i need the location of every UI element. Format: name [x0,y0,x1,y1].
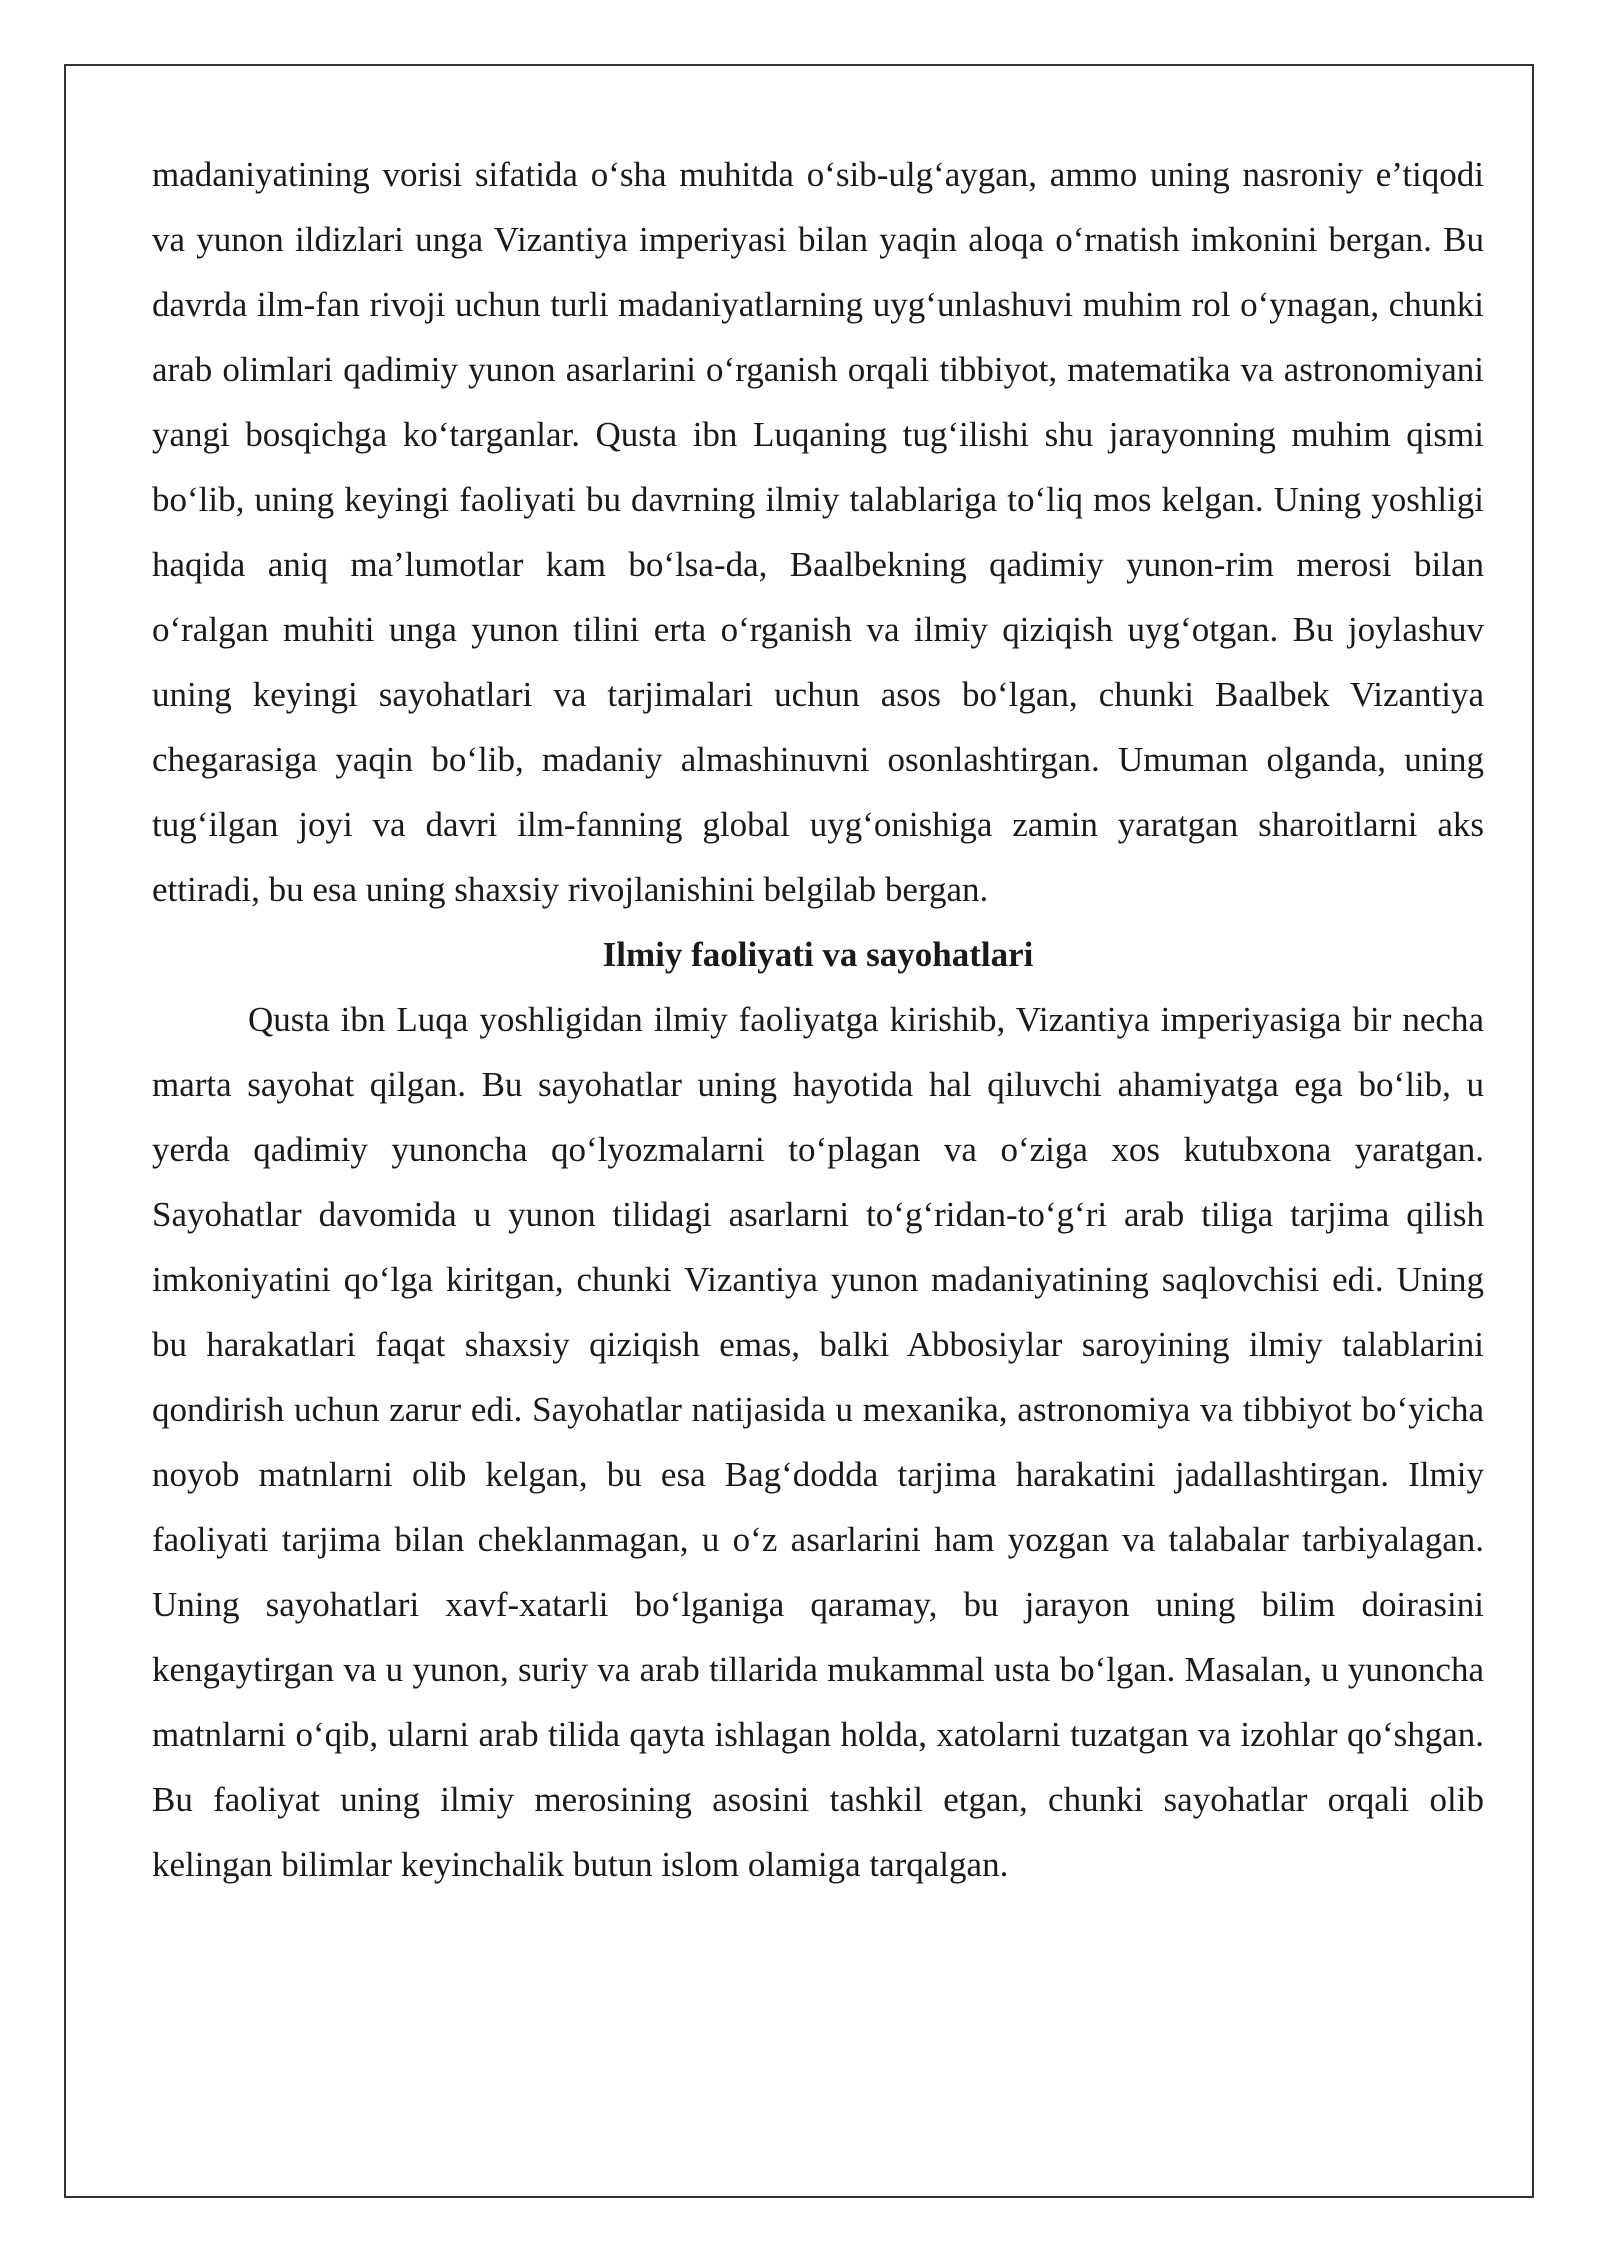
document-body [152,142,1484,1897]
body-paragraph: Qusta ibn Luqa yoshligidan ilmiy faoliyatga kirishib, Vizantiya imperiyasiga bir necha marta sayohat qilgan. Bu sayohatlar uning hayotida hal qiluvchi ahamiyatga ega bo‘lib, u yerda qadimiy yunoncha qo‘lyozmalarni to‘plagan va o‘ziga xos kutubxona yaratgan. Sayohatlar davomida u yunon tilidagi asarlarni to‘g‘ridan-to‘g‘ri arab tiliga tarjima qilish imkoniyatini qo‘lga kiritgan, chunki Vizantiya yunon madaniyatining saqlovchisi edi. Uning bu harakatlari faqat shaxsiy qiziqish emas, balki Abbosiylar saroyining ilmiy talablarini qondirish uchun zarur edi. Sayohatlar natijasida u mexanika, astronomiya va tibbiyot bo‘yicha noyob matnlarni olib kelgan, bu esa Bag‘dodda tarjima harakatini jadallashtirgan. Ilmiy faoliyati tarjima bilan cheklanmagan, u o‘z asarlarini ham yozgan va talabalar tarbiyalagan. Uning sayohatlari xavf-xatarli bo‘lganiga qaramay, bu jarayon uning bilim doirasini kengaytirgan va u yunon, suriy va arab tillarida mukammal usta bo‘lgan. Masalan, u yunoncha matnlarni o‘qib, ularni arab tilida qayta ishlagan holda, xatolarni tuzatgan va izohlar qo‘shgan. Bu faoliyat uning ilmiy merosining asosini tashkil etgan, chunki sayohatlar orqali olib kelingan bilimlar keyinchalik butun islom olamiga tarqalgan. [152,1000,1484,1884]
body-paragraph: madaniyatining vorisi sifatida o‘sha muhitda o‘sib-ulg‘aygan, ammo uning nasroniy e’tiqodi va yunon ildizlari unga Vizantiya imperiyasi bilan yaqin aloqa o‘rnatish imkonini bergan. Bu davrda ilm-fan rivoji uchun turli madaniyatlarning uyg‘unlashuvi muhim rol o‘ynagan, chunki arab olimlari qadimiy yunon asarlarini o‘rganish orqali tibbiyot, matematika va astronomiyani yangi bosqichga ko‘targanlar. Qusta ibn Luqaning tug‘ilishi shu jarayonning muhim qismi bo‘lib, uning keyingi faoliyati bu davrning ilmiy talablariga to‘liq mos kelgan. Uning yoshligi haqida aniq ma’lumotlar kam bo‘lsa-da, Baalbekning qadimiy yunon-rim merosi bilan o‘ralgan muhiti unga yunon tilini erta o‘rganish va ilmiy qiziqish uyg‘otgan. Bu joylashuv uning keyingi sayohatlari va tarjimalari uchun asos bo‘lgan, chunki Baalbek Vizantiya chegarasiga yaqin bo‘lib, madaniy almashinuvni osonlashtirgan. Umuman olganda, uning tug‘ilgan joyi va davri ilm-fanning global uyg‘onishiga zamin yaratgan sharoitlarni aks ettiradi, bu esa uning shaxsiy rivojlanishini belgilab bergan. [152,155,1484,909]
section-heading: Ilmiy faoliyati va sayohatlari [602,935,1034,974]
